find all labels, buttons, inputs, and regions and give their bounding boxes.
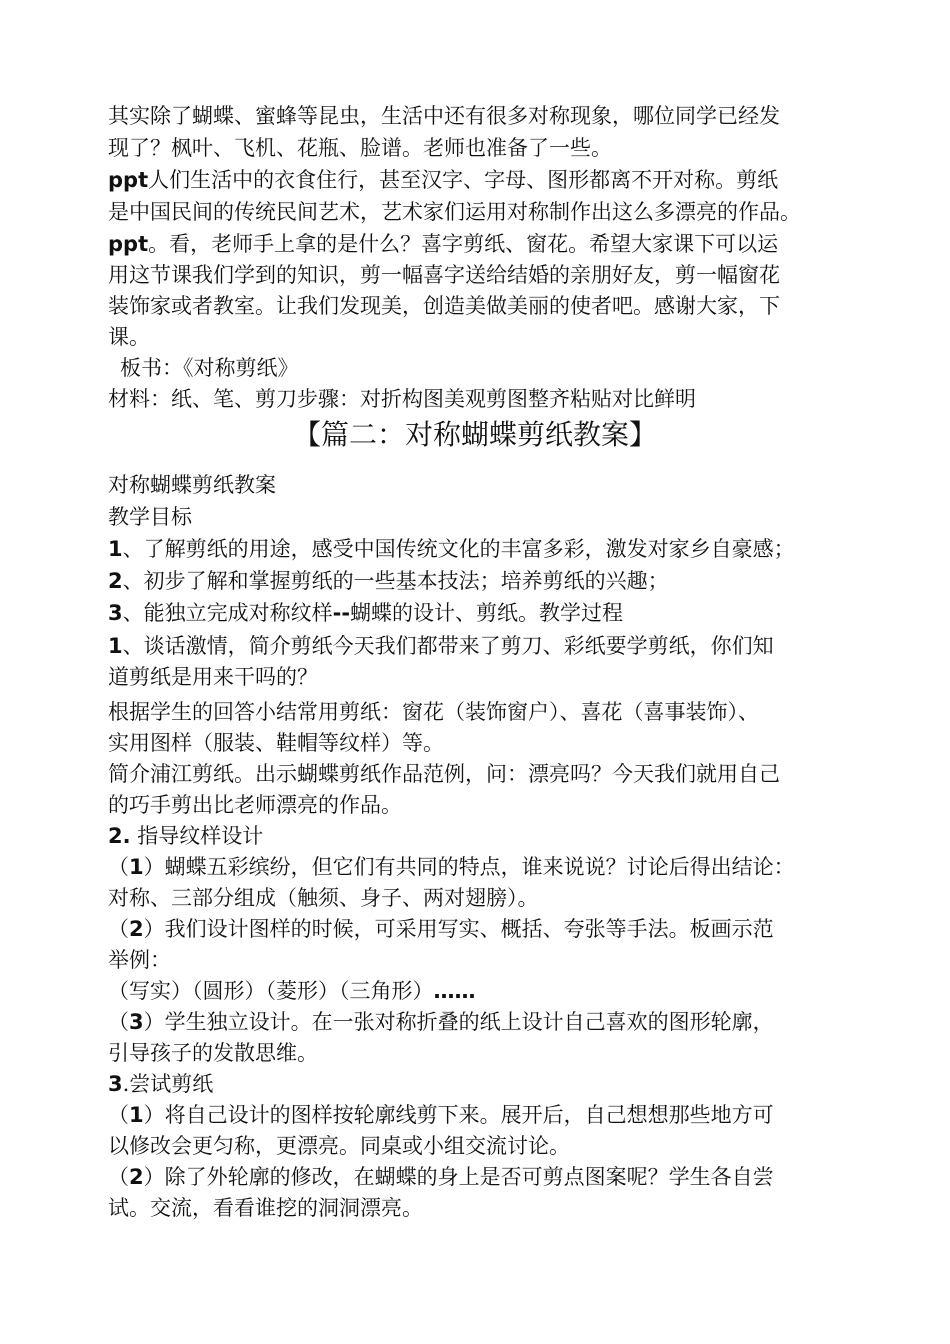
item-number: 2	[108, 569, 123, 593]
text-line: 现了？枫叶、飞机、花瓶、脸谱。老师也准备了一些。	[108, 136, 612, 160]
item-text: 、谈话激情，简介剪纸今天我们都带来了剪刀、彩纸要学剪纸，你们知	[122, 634, 774, 658]
step-number: 3	[108, 1072, 123, 1096]
sub-step: （3）学生独立设计。在一张对称折叠的纸上设计自己喜欢的图形轮廓，	[108, 1010, 774, 1034]
sub-step: （1）蝴蝶五彩缤纷，但它们有共同的特点，谁来说说？讨论后得出结论：	[108, 855, 795, 879]
step-number: 2.	[108, 824, 131, 848]
shape-list: （写实）（圆形）（菱形）（三角形）	[108, 979, 434, 1003]
text-line: 的巧手剪出比老师漂亮的作品。	[108, 793, 402, 817]
step-heading	[108, 1071, 213, 1097]
goal-item	[108, 536, 795, 562]
text-line	[108, 231, 778, 257]
item-text: 蝴蝶的设计、剪纸。教学过程	[350, 601, 624, 625]
step-title: 指导纹样设计	[137, 824, 264, 848]
sub-number: 2	[129, 1165, 144, 1189]
text-line: 课。	[108, 325, 150, 349]
text-line	[108, 167, 778, 193]
text-line: 是中国民间的传统民间艺术，艺术家们运用对称制作出这么多漂亮的作品。	[108, 200, 801, 224]
process-step	[108, 633, 774, 659]
section-heading: 【篇二：对称蝴蝶剪纸教案】	[292, 418, 657, 451]
sub-number: 1	[129, 855, 144, 879]
step-title: .尝试剪纸	[122, 1072, 214, 1096]
sub-text: ）我们设计图样的时候，可采用写实、概括、夸张等手法。板画示范	[143, 917, 774, 941]
sub-step: （1）将自己设计的图样按轮廓线剪下来。展开后，自己想想那些地方可	[108, 1103, 774, 1127]
text-line: 用这节课我们学到的知识，剪一幅喜字送给结婚的亲朋好友，剪一幅窗花	[108, 263, 780, 287]
sub-step: （2）我们设计图样的时候，可采用写实、概括、夸张等手法。板画示范	[108, 917, 774, 941]
shape-examples	[108, 978, 476, 1004]
sub-number: 3	[129, 1010, 144, 1034]
sub-number: 2	[129, 917, 144, 941]
item-text: 、初步了解和掌握剪纸的一些基本技法；培养剪纸的兴趣；	[122, 569, 669, 593]
goal-item	[108, 600, 623, 626]
item-number: 3	[108, 601, 123, 625]
text-line: 道剪纸是用来干吗的？	[108, 665, 318, 689]
item-text: 、了解剪纸的用途，感受中国传统文化的丰富多彩，激发对家乡自豪感；	[122, 537, 795, 561]
ppt-label: ppt	[108, 168, 149, 192]
text-line: 以修改会更匀称，更漂亮。同桌或小组交流讨论。	[108, 1134, 570, 1158]
sub-step: （2）除了外轮廓的修改，在蝴蝶的身上是否可剪点图案呢？学生各自尝	[108, 1165, 774, 1189]
doc-title: 对称蝴蝶剪纸教案	[108, 473, 276, 497]
item-text: 、能独立完成对称纹样	[122, 601, 333, 625]
item-number: 1	[108, 634, 123, 658]
item-number: 1	[108, 537, 123, 561]
text-line: 装饰家或者教室。让我们发现美，创造美做美丽的使者吧。感谢大家，下	[108, 294, 780, 318]
text-line: 其实除了蝴蝶、蜜蜂等昆虫，生活中还有很多对称现象，哪位同学已经发	[108, 104, 780, 128]
text-line: 根据学生的回答小结常用剪纸：窗花（装饰窗户）、喜花（喜事装饰）、	[108, 700, 759, 724]
sub-text: ）蝴蝶五彩缤纷，但它们有共同的特点，谁来说说？讨论后得出结论：	[143, 855, 795, 879]
text-line-content: 。看，老师手上拿的是什么？喜字剪纸、窗花。希望大家课下可以运	[148, 232, 779, 256]
text-line: 简介浦江剪纸。出示蝴蝶剪纸作品范例，问：漂亮吗？今天我们就用自己	[108, 762, 780, 786]
step-heading	[108, 823, 263, 849]
ppt-label: ppt	[108, 232, 149, 256]
goals-label: 教学目标	[108, 505, 192, 529]
goal-item	[108, 568, 669, 594]
sub-text: ）学生独立设计。在一张对称折叠的纸上设计自己喜欢的图形轮廓，	[143, 1010, 774, 1034]
text-line: 引导孩子的发散思维。	[108, 1041, 318, 1065]
sub-number: 1	[129, 1103, 144, 1127]
text-line: 实用图样（服装、鞋帽等纹样）等。	[108, 731, 444, 755]
ellipsis: ……	[433, 979, 476, 1003]
text-line: 对称、三部分组成（触须、身子、两对翅膀）。	[108, 886, 539, 910]
text-line: 举例：	[108, 948, 171, 972]
text-line: 试。交流，看看谁挖的洞洞漂亮。	[108, 1196, 423, 1220]
sub-text: ）将自己设计的图样按轮廓线剪下来。展开后，自己想想那些地方可	[143, 1103, 774, 1127]
text-line-content: 人们生活中的衣食住行，甚至汉字、字母、图形都离不开对称。剪纸	[148, 168, 779, 192]
sub-text: ）除了外轮廓的修改，在蝴蝶的身上是否可剪点图案呢？学生各自尝	[143, 1165, 774, 1189]
board-note: 板书：《对称剪纸》	[120, 356, 299, 380]
dash: --	[332, 601, 351, 625]
materials-line: 材料：纸、笔、剪刀步骤：对折构图美观剪图整齐粘贴对比鲜明	[108, 387, 696, 411]
